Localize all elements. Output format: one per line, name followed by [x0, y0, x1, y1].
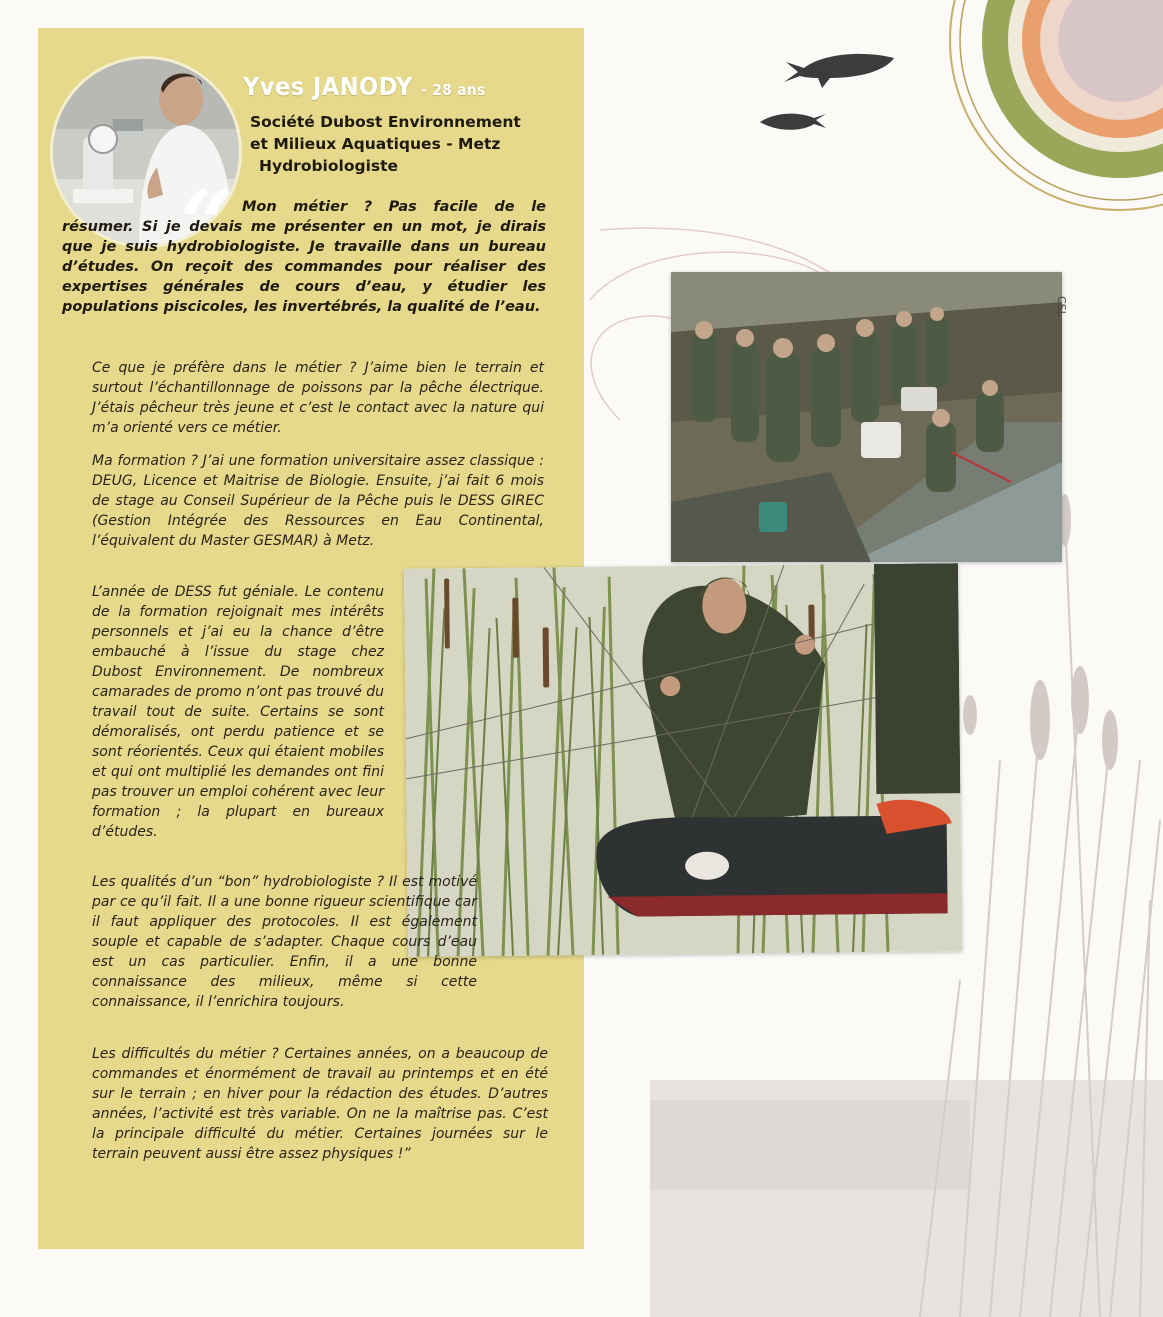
net-boat-image: [404, 563, 962, 957]
group-fishing-photo: [671, 272, 1062, 562]
circle-ornament: [950, 0, 1163, 210]
company-line-1: Société Dubost Environnement: [250, 113, 521, 131]
paragraph-text: Les qualités d’un “bon” hydrobiologiste ? Il est motivé par ce qu’il fait. Il a une bonne rigueur scientifique car il faut appliquer des protocoles. Il est également souple et capable de s’adapter. Chaque cours d’eau est un cas particulier. Enfin, il a une bonne connaissance des milieux, même si cette connaissance, il l’enrichira toujours.: [92, 874, 477, 1010]
paragraph-difficultes: [92, 1044, 548, 1164]
paragraph-qualites: [92, 872, 477, 1012]
paragraph-text: L’année de DESS fut géniale. Le contenu de la formation rejoignait mes intérêts personnels et j’ai eu la chance d’être embauché à l’issue du stage chez Dubost Environnement. De nombreux camarades de promo n’ont pas trouvé du travail tout de suite. Certains se sont démoralisés, ont perdu patience et se sont réorientés. Ceux qui étaient mobiles et qui ont multiplié les demandes ont fini pas trouver un emploi cohérent avec leur formation ; la plupart en bureaux d’études.: [92, 584, 384, 840]
company-block: [250, 111, 521, 177]
paragraph-text: Ce que je préfère dans le métier ? J’aime bien le terrain et surtout l’échantillonnage de poissons par la pêche électrique. J’étais pêcheur très jeune et c’est le contact avec la nature qui m’a orienté vers ce métier.: [92, 360, 544, 436]
paragraph-dess: [92, 582, 384, 842]
paragraph-text: Ma formation ? J’ai une formation universitaire assez classique : DEUG, Licence et Maitrise de Biologie. Ensuite, j’ai fait 6 mois de stage au Conseil Supérieur de la Pêche puis le DESS GIREC (Gestion Intégrée des Ressources en Eau Continental, l’équivalent du Master GESMAR) à Metz.: [92, 453, 544, 549]
person-name: [243, 72, 486, 101]
company-line-2: et Milieux Aquatiques - Metz: [250, 135, 501, 153]
group-fishing-image: [671, 272, 1062, 562]
quote-mark: “: [180, 170, 233, 278]
fish-icon: [782, 50, 898, 90]
name-text: Yves JANODY: [243, 72, 413, 101]
fish-icon: [758, 108, 828, 134]
paragraph-formation: [92, 451, 544, 551]
intro-text: Mon métier ? Pas facile de le résumer. Si je devais me présenter en un mot, je dirais que je suis hydrobiologiste. Je travaille dans un bureau d’études. On reçoit des commandes pour réaliser des expertises générales de cours d’eau, y étudier les populations piscicoles, les invertébrés, la qualité de l’eau.: [62, 199, 546, 315]
age-text: - 28 ans: [421, 81, 486, 99]
job-title: Hydrobiologiste: [259, 157, 399, 175]
photo-credit: CSL: [1055, 296, 1068, 317]
paragraph-prefere: [92, 358, 544, 438]
paragraph-text: Les difficultés du métier ? Certaines années, on a beaucoup de commandes et énormément de travail au printemps et en été sur le terrain ; en hiver pour la rédaction des études. D’autres années, l’activité est très variable. On ne la maîtrise pas. C’est la principale difficulté du métier. Certaines journées sur le terrain peuvent aussi être assez physiques !”: [92, 1046, 548, 1162]
intro-paragraph: [62, 197, 546, 317]
net-boat-photo: [404, 563, 962, 957]
